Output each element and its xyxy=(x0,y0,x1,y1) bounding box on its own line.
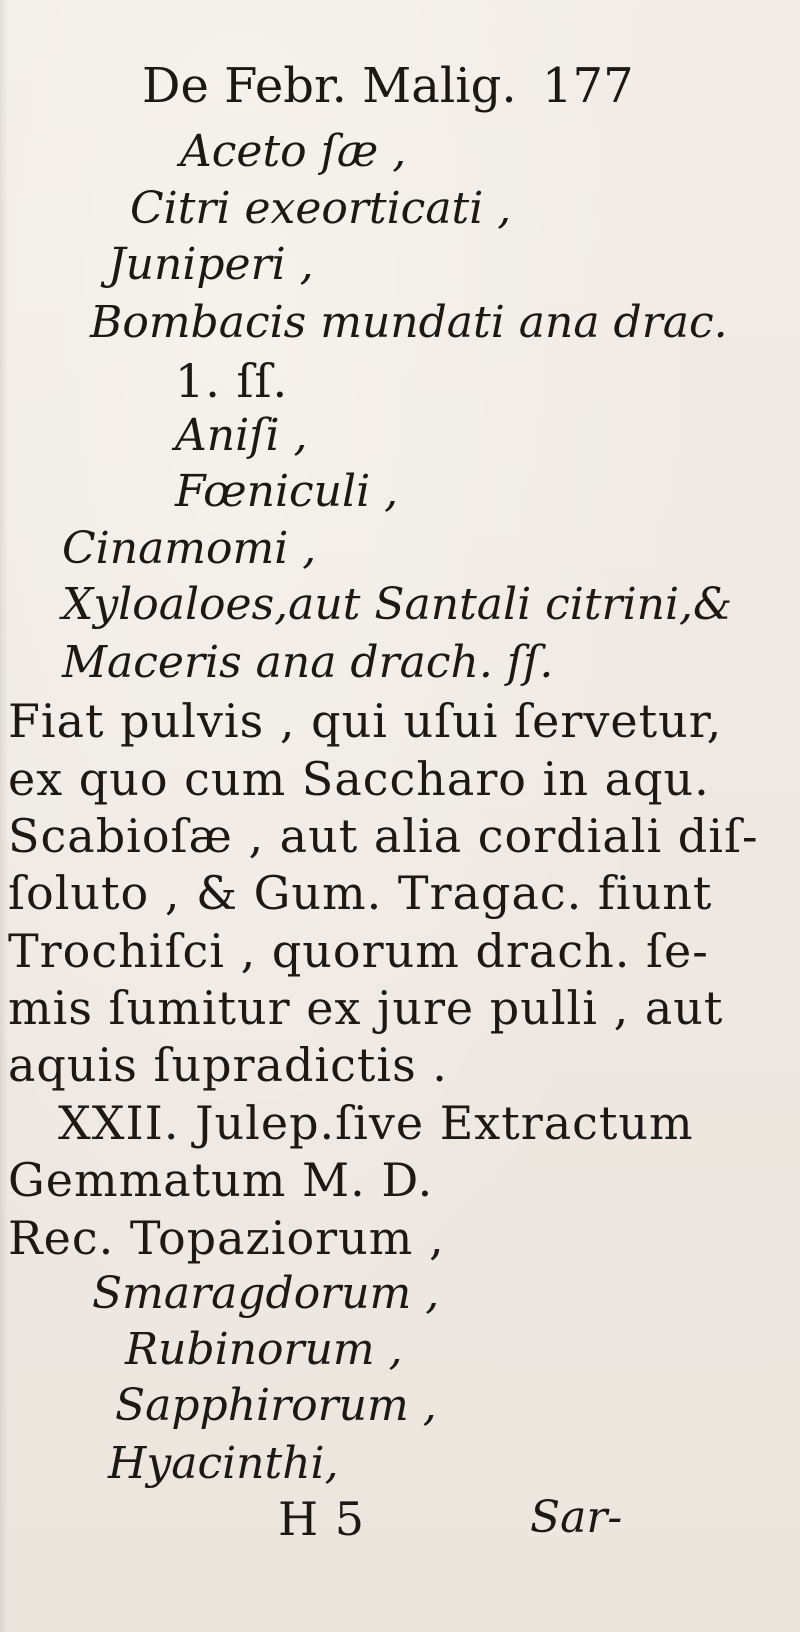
text-line-aquis: aquis ſupradictis . xyxy=(8,1038,448,1092)
signature-mark: H 5 xyxy=(278,1492,366,1546)
text-line-cinamomi: Cinamomi , xyxy=(62,523,317,574)
text-line-fiat-pulvis: Fiat pulvis , qui uſui ſervetur, xyxy=(8,694,723,748)
text-line-maceris: Maceris ana drach. ſſ. xyxy=(62,637,554,688)
text-line-scabiosae: Scabioſæ , aut alia cordiali diſ- xyxy=(8,809,759,863)
section-heading-julep: XXII. Julep.ſive Extractum xyxy=(58,1096,694,1150)
text-line-aceto: Aceto ſæ , xyxy=(180,126,407,177)
text-line-ex-quo: ex quo cum Saccharo in aqu. xyxy=(8,752,710,806)
header-title: De Febr. Malig. xyxy=(142,58,517,114)
catchword: Sar- xyxy=(530,1492,623,1543)
page-gutter-shadow xyxy=(0,0,8,1632)
text-line-xyloaloes: Xyloaloes,aut Santali citrini,& xyxy=(62,579,733,630)
text-line-gemmatum: Gemmatum M. D. xyxy=(8,1153,434,1207)
text-line-rec-topaziorum: Rec. Topaziorum , xyxy=(8,1211,445,1265)
text-line-dose: 1. ſſ. xyxy=(175,354,289,408)
text-line-foeniculi: Fœniculi , xyxy=(175,466,399,517)
text-line-smaragdorum: Smaragdorum , xyxy=(92,1268,440,1319)
text-line-sapphirorum: Sapphirorum , xyxy=(115,1380,437,1431)
text-line-trochisci: Trochiſci , quorum drach. ſe- xyxy=(8,924,709,978)
text-line-anisi: Aniſi , xyxy=(175,410,308,461)
text-line-rubinorum: Rubinorum , xyxy=(125,1324,403,1375)
text-line-citri: Citri exeorticati , xyxy=(130,183,512,234)
text-line-bombacis: Bombacis mundati ana drac. xyxy=(90,297,728,348)
page-number: 177 xyxy=(542,58,634,114)
text-line-hyacinthi: Hyacinthi, xyxy=(108,1438,339,1489)
text-line-soluto: ſoluto , & Gum. Tragac. fiunt xyxy=(8,866,713,920)
text-line-juniperi: Juniperi , xyxy=(108,239,314,290)
text-line-sumitur: mis ſumitur ex jure pulli , aut xyxy=(8,981,724,1035)
running-header xyxy=(142,58,634,114)
